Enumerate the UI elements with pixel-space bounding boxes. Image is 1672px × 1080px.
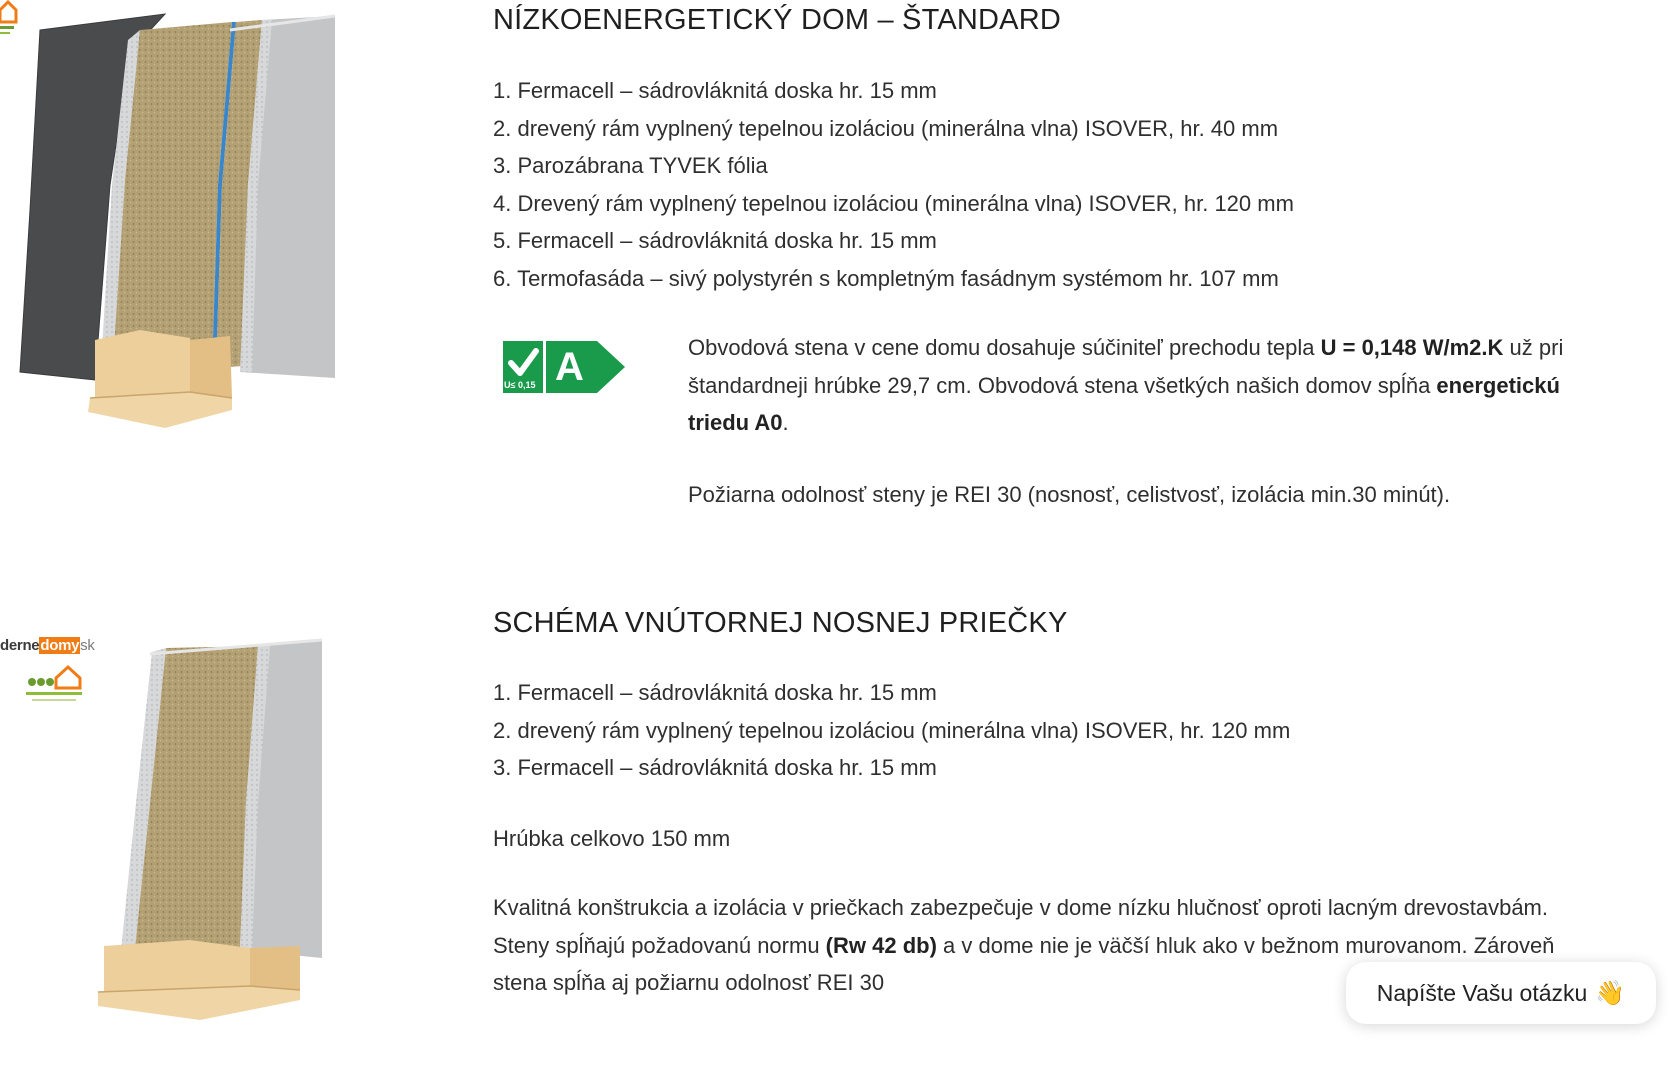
exterior-wall-diagram bbox=[0, 0, 360, 440]
partition-description: Kvalitná konštrukcia a izolácia v priečkach zabezpečuje v dome nízku hlučnosť oproti lacným drevostavbám. Steny spĺňajú požadovanú normu (Rw 42 db) a v dome nie je väčší hluk ako v bežnom murovanom. Zároveň stena spĺňa aj požiarnu odolnosť REI 30 bbox=[493, 895, 1555, 995]
partition-layers-list bbox=[493, 674, 1290, 787]
list-item: 3. Fermacell – sádrovláknitá doska hr. 15 mm bbox=[493, 755, 937, 781]
fire-resistance-text: Požiarna odolnosť steny je REI 30 (nosnosť, celistvosť, izolácia min.30 minút). bbox=[688, 482, 1451, 507]
waving-hand-icon: 👋 bbox=[1595, 979, 1626, 1007]
list-item: 2. drevený rám vyplnený tepelnou izoláciou (minerálna vlna) ISOVER, hr. 40 mm bbox=[493, 115, 1279, 141]
list-item: 4. Drevený rám vyplnený tepelnou izoláciou (minerálna vlna) ISOVER, hr. 120 mm bbox=[493, 190, 1294, 216]
total-thickness-text: Hrúbka celkovo 150 mm bbox=[493, 826, 731, 851]
energy-class-badge bbox=[503, 341, 625, 393]
list-item: 3. Parozábrana TYVEK fólia bbox=[493, 153, 768, 179]
energy-class-text: energetickú triedu A0 bbox=[688, 372, 1560, 435]
u-value-caption: U≤ 0,15 bbox=[504, 380, 536, 390]
list-item: 1. Fermacell – sádrovláknitá doska hr. 15 mm bbox=[493, 78, 937, 103]
section-title-standard: NÍZKOENERGETICKÝ DOM – ŠTANDARD bbox=[493, 4, 1062, 36]
list-item: 5. Fermacell – sádrovláknitá doska hr. 15 mm bbox=[493, 228, 937, 254]
rw-value: (Rw 42 db) bbox=[825, 932, 937, 958]
chat-widget-button[interactable] bbox=[1346, 962, 1656, 1024]
list-item: 1. Fermacell – sádrovláknitá doska hr. 15 mm bbox=[493, 680, 937, 705]
wall-layers-list bbox=[493, 72, 1294, 298]
section-title-partition: SCHÉMA VNÚTORNEJ NOSNEJ PRIEČKY bbox=[493, 607, 1068, 639]
chat-label: Napíšte Vašu otázku bbox=[1376, 979, 1588, 1006]
partition-wall-diagram bbox=[0, 628, 360, 1068]
brand-logo-small bbox=[0, 0, 22, 38]
brand-logo: dernedomysk bbox=[0, 637, 95, 654]
u-value: U = 0,148 W/m2.K bbox=[1320, 335, 1504, 360]
list-item: 6. Termofasáda – sivý polystyrén s kompletným fasádnym systémom hr. 107 mm bbox=[493, 265, 1279, 291]
thermal-description: Obvodová stena v cene domu dosahuje súčiniteľ prechodu tepla U = 0,148 W/m2.K už pri štandardneji hrúbke 29,7 cm. Obvodová stena všetkých našich domov spĺňa energetickú triedu A0. bbox=[688, 335, 1564, 435]
list-item: 2. drevený rám vyplnený tepelnou izoláciou (minerálna vlna) ISOVER, hr. 120 mm bbox=[493, 717, 1291, 743]
energy-class-letter: A bbox=[555, 345, 584, 389]
